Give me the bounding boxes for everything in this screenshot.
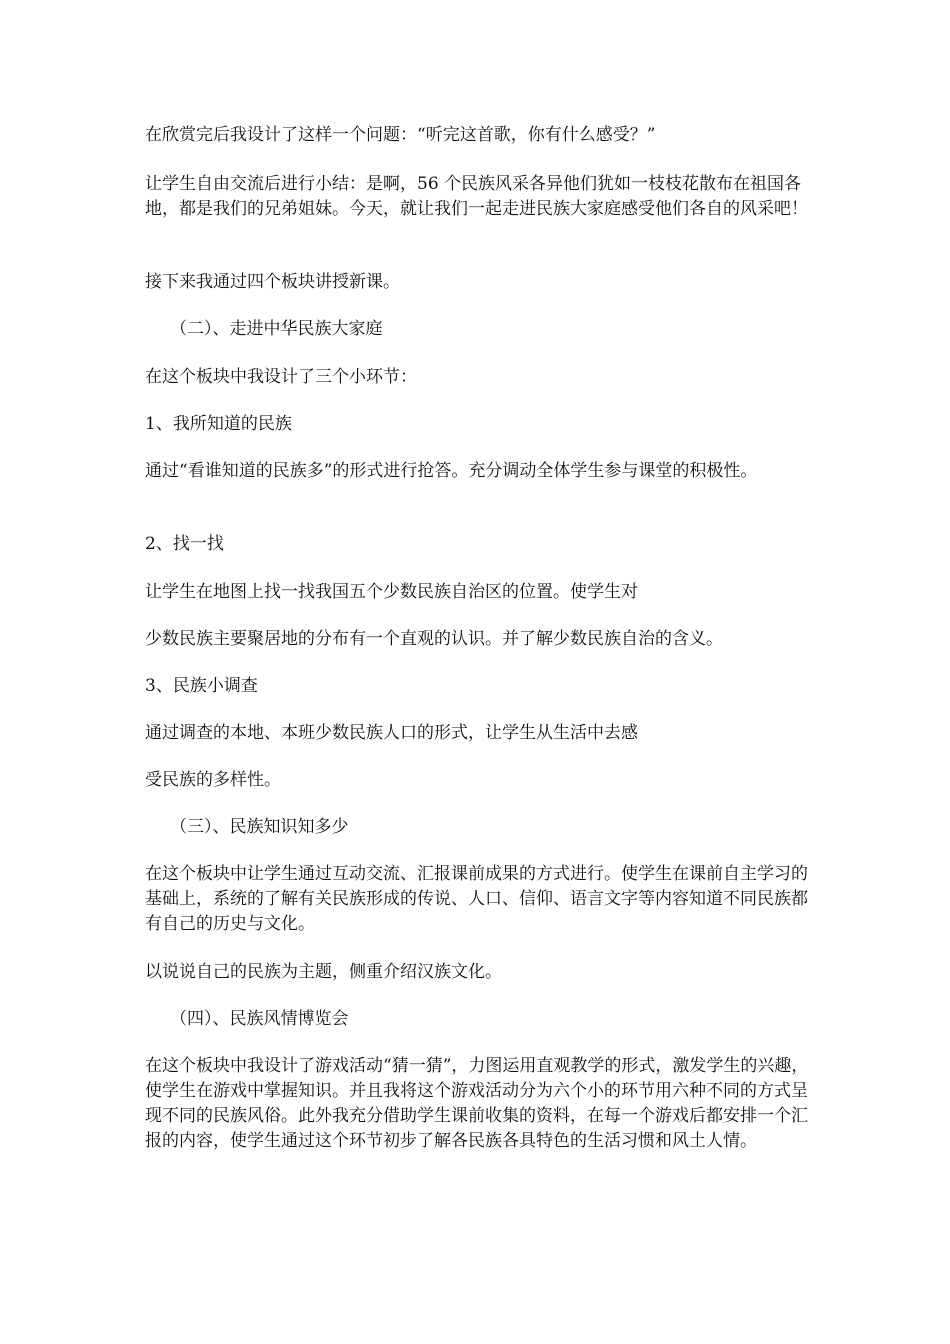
paragraph-customs-fair: 在这个板块中我设计了游戏活动“猜一猜”，力图运用直观教学的形式，激发学生的兴趣，使学生在游戏中掌握知识。并且我将这个游戏活动分为六个小的环节用六种不同的方式呈现不同的民族风俗。此外我充分借助学生课前收集的资料，在每一个游戏后都安排一个汇报的内容，使学生通过这个环节初步了解各民族各具特色的生活习惯和风土人情。: [145, 1056, 809, 1151]
section-heading-3: （三）、民族知识知多少: [170, 817, 349, 837]
paragraph-survey-1: 通过调查的本地、本班少数民族人口的形式，让学生从生活中去感: [145, 723, 638, 743]
paragraph-question: 在欣赏完后我设计了这样一个问题：“听完这首歌，你有什么感受？”: [145, 125, 656, 145]
subheading-1: 1、我所知道的民族: [145, 414, 292, 434]
paragraph-knowledge: 在这个板块中让学生通过互动交流、汇报课前成果的方式进行。使学生在课前自主学习的基础上，系统的了解有关民族形成的传说、人口、信仰、语言文字等内容知道不同民族都有自己的历史与文化。: [145, 864, 808, 934]
paragraph-map-2: 少数民族主要聚居地的分布有一个直观的认识。并了解少数民族自治的含义。: [145, 629, 723, 649]
paragraph-survey-2: 受民族的多样性。: [145, 770, 281, 790]
subheading-2: 2、找一找: [145, 534, 224, 554]
section-heading-4: （四）、民族风情博览会: [170, 1009, 349, 1029]
section-heading-2: （二）、走进中华民族大家庭: [170, 319, 383, 339]
paragraph-han-culture: 以说说自己的民族为主题，侧重介绍汉族文化。: [145, 962, 502, 982]
paragraph-summary: 让学生自由交流后进行小结：是啊，56 个民族风采各异他们犹如一枝枝花散布在祖国各地，都是我们的兄弟姐妹。今天，就让我们一起走进民族大家庭感受他们各自的风采吧！: [145, 174, 808, 219]
paragraph-map-1: 让学生在地图上找一找我国五个少数民族自治区的位置。使学生对: [145, 582, 638, 602]
paragraph-quiz: 通过“看谁知道的民族多”的形式进行抢答。充分调动全体学生参与课堂的积极性。: [145, 461, 758, 481]
paragraph-three-steps: 在这个板块中我设计了三个小环节：: [145, 367, 417, 387]
paragraph-intro-blocks: 接下来我通过四个板块讲授新课。: [145, 272, 400, 292]
subheading-3: 3、民族小调查: [145, 676, 258, 696]
